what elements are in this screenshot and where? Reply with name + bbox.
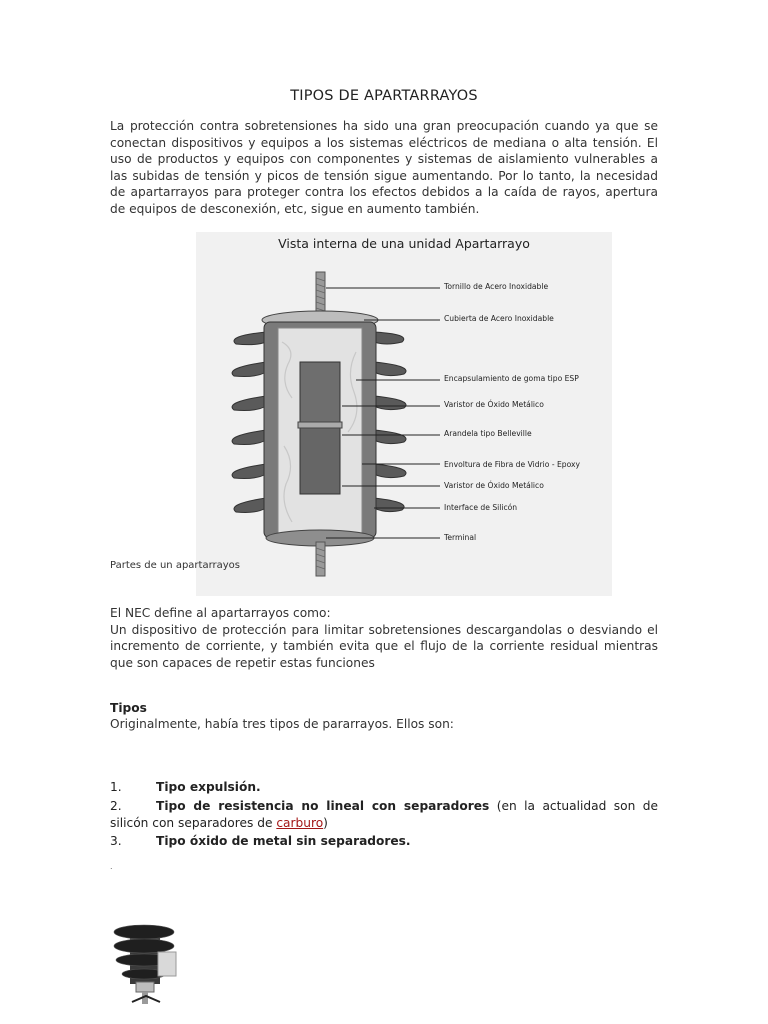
label-arandela: Arandela tipo Belleville — [444, 429, 532, 438]
label-cubierta: Cubierta de Acero Inoxidable — [444, 314, 554, 323]
list-item-bold: Tipo expulsión. — [156, 780, 261, 794]
page-title: TIPOS DE APARTARRAYOS — [290, 88, 478, 104]
list-item-3 — [110, 833, 658, 850]
arrester-cutaway-drawing — [196, 232, 612, 596]
list-number: 1. — [110, 780, 122, 794]
arrester-photo — [106, 922, 178, 1008]
stray-mark: . — [110, 862, 113, 871]
nec-definition — [110, 605, 658, 671]
label-varistor-1: Varistor de Óxido Metálico — [444, 400, 544, 409]
nec-definition-text: Un dispositivo de protección para limitar sobretensiones descargandolas o desviando el incremento de corriente, y también evita que el flujo de la corriente residual mientras que son capaces de repetir estas funciones — [110, 622, 658, 670]
nec-intro-line: El NEC define al apartarrayos como: — [110, 606, 331, 620]
label-encapsulamiento: Encapsulamiento de goma tipo ESP — [444, 374, 579, 383]
tipos-heading: Tipos — [110, 701, 147, 715]
list-item-2 — [110, 798, 658, 832]
intro-paragraph: La protección contra sobretensiones ha sido una gran preocupación cuando ya que se conectan dispositivos y equipos a los sistemas eléctricos de mediana o alta tensión. El uso de productos y equipos con componentes y sistemas de aislamiento vulnerables a las subidas de tensión y picos de tensión sigue aumentando. Por lo tanto, la necesidad de apartarrayos para proteger contra los efectos debidos a la caída de rayos, apertura de equipos de desconexión, etc, sigue en aumento también. — [110, 119, 658, 216]
figure-title: Vista interna de una unidad Apartarrayo — [278, 236, 530, 251]
list-item-text: (en la actualidad son de silicón con separadores de — [110, 799, 658, 830]
list-item-close: ) — [323, 816, 328, 830]
carburo-link[interactable]: carburo — [276, 816, 324, 830]
tipos-intro: Originalmente, había tres tipos de pararrayos. Ellos son: — [110, 717, 454, 731]
label-terminal: Terminal — [444, 533, 477, 542]
list-number: 3. — [110, 834, 122, 848]
list-item-1 — [110, 779, 658, 796]
list-number: 2. — [110, 799, 122, 813]
figure-caption: Partes de un apartarrayos — [110, 560, 240, 571]
arrester-figure — [196, 232, 612, 596]
label-interface: Interface de Silicón — [444, 503, 518, 512]
label-varistor-2: Varistor de Óxido Metálico — [444, 481, 544, 490]
list-item-bold: Tipo óxido de metal sin separadores. — [156, 834, 411, 848]
label-tornillo: Tornillo de Acero Inoxidable — [444, 282, 549, 291]
list-item-bold: Tipo de resistencia no lineal con separadores — [156, 799, 490, 813]
label-envoltura: Envoltura de Fibra de Vidrio - Epoxy — [444, 460, 581, 469]
